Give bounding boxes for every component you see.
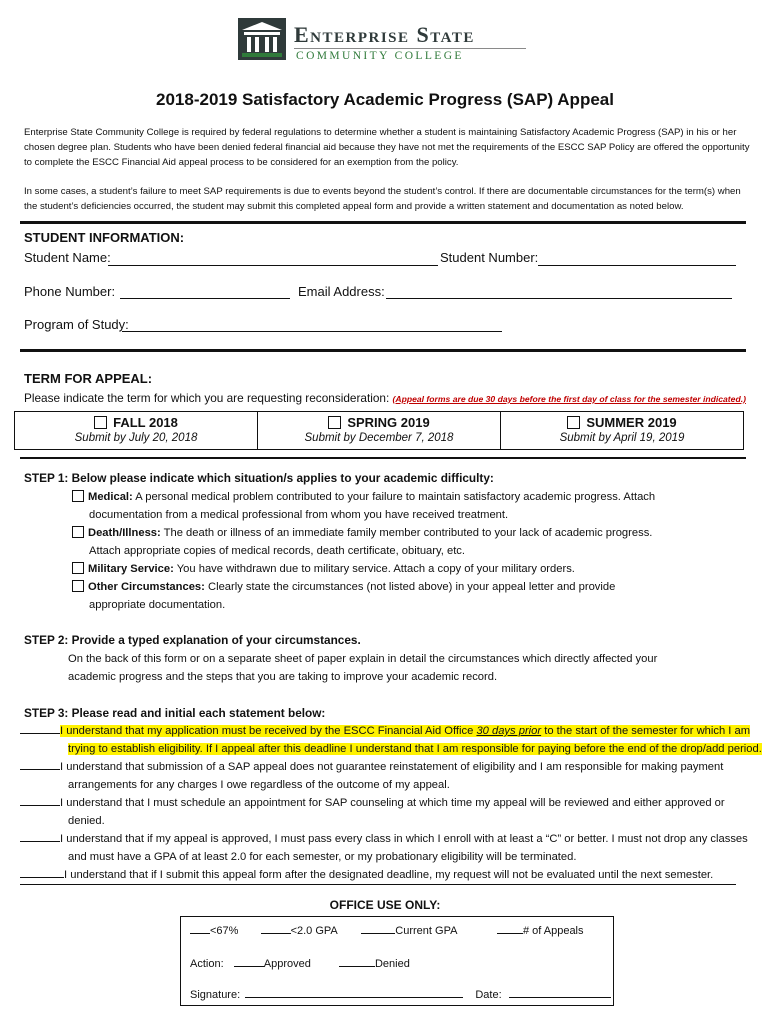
option-label: Military Service: xyxy=(88,563,174,575)
statement-3 xyxy=(20,794,750,830)
option-military xyxy=(72,560,742,578)
statement-text: I understand that if my appeal is approved, I must pass every class in which I enroll with at least a “C” or better. I must not drop any classes xyxy=(60,833,748,845)
option-label: Other Circumstances: xyxy=(88,581,205,593)
step2-text xyxy=(68,650,748,686)
step1-heading: STEP 1: Below please indicate which situation/s applies to your academic difficulty: xyxy=(24,471,494,485)
term-option-deadline: Submit by July 20, 2018 xyxy=(74,432,198,444)
initial-blank[interactable] xyxy=(20,795,60,806)
denied-blank[interactable] xyxy=(339,957,375,967)
college-name: Enterprise State xyxy=(294,22,475,47)
office-use-box xyxy=(180,916,614,1006)
option-text: You have withdrawn due to military service. Attach a copy of your military orders. xyxy=(176,563,575,575)
term-instruction xyxy=(24,391,746,405)
program-label: Program of Study: xyxy=(24,317,129,332)
statement-text: to the start of the semester for which I am xyxy=(541,725,751,737)
term-option-label: SUMMER 2019 xyxy=(586,415,677,430)
option-text: The death or illness of an immediate family member contributed to your lack of academic progress. xyxy=(163,527,653,539)
student-name-label: Student Name: xyxy=(24,250,111,265)
gpa-low-blank[interactable] xyxy=(261,924,291,934)
date-field[interactable] xyxy=(509,988,611,998)
option-text: Clearly state the circumstances (not listed above) in your appeal letter and provide xyxy=(208,581,616,593)
option-other xyxy=(72,578,742,596)
appeals-blank[interactable] xyxy=(497,924,523,934)
college-subtitle: COMMUNITY COLLEGE xyxy=(296,50,464,62)
phone-field[interactable] xyxy=(120,285,290,299)
student-name-field[interactable] xyxy=(108,252,438,266)
step1-options xyxy=(72,488,742,614)
term-option-label: FALL 2018 xyxy=(113,415,178,430)
program-field[interactable] xyxy=(122,318,502,332)
statement-5 xyxy=(20,866,736,885)
term-heading: TERM FOR APPEAL: xyxy=(24,371,153,386)
initial-blank[interactable] xyxy=(20,759,60,770)
page-title: 2018-2019 Satisfactory Academic Progress (SAP) Appeal xyxy=(156,90,614,109)
term-option-label: SPRING 2019 xyxy=(347,415,430,430)
office-action: Action: xyxy=(190,958,224,970)
spring-checkbox[interactable] xyxy=(328,416,341,429)
term-option-deadline: Submit by December 7, 2018 xyxy=(304,432,454,444)
office-pct: <67% xyxy=(210,925,239,937)
gpa-current-blank[interactable] xyxy=(361,924,395,934)
fall-checkbox[interactable] xyxy=(94,416,107,429)
option-medical xyxy=(72,488,742,506)
email-label: Email Address: xyxy=(298,284,385,299)
death-illness-checkbox[interactable] xyxy=(72,526,84,538)
student-info-heading: STUDENT INFORMATION: xyxy=(24,230,185,245)
initial-blank[interactable] xyxy=(20,867,64,878)
option-continuation: documentation from a medical professional from whom you have received treatment. xyxy=(89,509,509,521)
statement-text: and must have a GPA of at least 2.0 for each semester, or my probationary eligibility will be terminated. xyxy=(68,851,577,863)
step2-heading: STEP 2: Provide a typed explanation of your circumstances. xyxy=(24,633,361,647)
signature-field[interactable] xyxy=(245,988,463,998)
pct-blank[interactable] xyxy=(190,924,210,934)
statement-text: I understand that submission of a SAP appeal does not guarantee reinstatement of eligibility and I am responsible for making payment xyxy=(60,761,724,773)
section-divider xyxy=(20,457,746,459)
step2-line: academic progress and the steps that you are taking to improve your academic record. xyxy=(68,671,498,683)
option-death-illness xyxy=(72,524,742,542)
statement-text: I understand that I must schedule an appointment for SAP counseling at which time my appeal will be reviewed and either approved or xyxy=(60,797,725,809)
office-gpa-current: Current GPA xyxy=(395,925,457,937)
initial-blank[interactable] xyxy=(20,723,60,734)
statement-text: denied. xyxy=(68,815,105,827)
email-field[interactable] xyxy=(386,285,732,299)
phone-label: Phone Number: xyxy=(24,284,116,299)
medical-checkbox[interactable] xyxy=(72,490,84,502)
option-continuation: Attach appropriate copies of medical records, death certificate, obituary, etc. xyxy=(89,545,466,557)
statement-text: trying to establish eligibility. If I appeal after this deadline I understand that I am responsible for paying before the end of the drop/add period. xyxy=(68,743,762,755)
term-option-summer[interactable] xyxy=(501,412,743,449)
option-label: Medical: xyxy=(88,491,133,503)
other-checkbox[interactable] xyxy=(72,580,84,592)
option-text: A personal medical problem contributed to your failure to maintain satisfactory academic progress. Attach xyxy=(135,491,656,503)
statement-text: arrangements for any charges I owe regardless of the outcome of my appeal. xyxy=(68,779,450,791)
term-option-spring[interactable] xyxy=(258,412,501,449)
office-approved: Approved xyxy=(263,958,311,970)
student-number-field[interactable] xyxy=(538,252,736,266)
office-gpa-low: <2.0 GPA xyxy=(290,925,338,937)
office-use-heading: OFFICE USE ONLY: xyxy=(329,898,441,912)
initial-blank[interactable] xyxy=(20,831,60,842)
step3-heading: STEP 3: Please read and initial each statement below: xyxy=(24,706,326,720)
term-option-deadline: Submit by April 19, 2019 xyxy=(559,432,685,444)
option-continuation: appropriate documentation. xyxy=(89,599,226,611)
statement-text: I understand that if I submit this appeal form after the designated deadline, my request will not be evaluated until the next semester. xyxy=(64,869,714,881)
option-label: Death/Illness: xyxy=(88,527,161,539)
statement-1 xyxy=(20,722,762,758)
approved-blank[interactable] xyxy=(234,957,264,967)
office-date: Date: xyxy=(475,989,502,1001)
office-appeals: # of Appeals xyxy=(522,925,584,937)
term-option-fall[interactable] xyxy=(15,412,258,449)
statement-text: I understand that my application must be received by the ESCC Financial Aid Office xyxy=(60,725,477,737)
term-deadline-note: (Appeal forms are due 30 days before the first day of class for the semester indicated.) xyxy=(392,394,746,404)
section-divider xyxy=(20,349,746,352)
statement-emphasis: 30 days prior xyxy=(476,725,542,737)
term-options-table xyxy=(14,411,744,450)
college-logo-icon xyxy=(238,18,286,60)
term-instruction-text: Please indicate the term for which you are requesting reconsideration: xyxy=(24,391,390,405)
statement-4 xyxy=(20,830,750,866)
step2-line: On the back of this form or on a separate sheet of paper explain in detail the circumstances which directly affected your xyxy=(68,653,658,665)
section-divider xyxy=(20,221,746,224)
intro-paragraph-1: Enterprise State Community College is required by federal regulations to determine whether a student is maintaining Satisfactory Academic Progress (SAP) in his or her chosen degree plan. Students who have been denied federal financial aid because they have not met the requirements of the ESCC SAP Policy are offered the opportunity to complete the ESCC Financial Aid appeal process to be considered for an exemption from the policy. xyxy=(24,127,750,168)
intro-paragraph-2: In some cases, a student’s failure to meet SAP requirements is due to events beyond the student’s control. If there are documentable circumstances for the term(s) when the student’s deficiencies occurred, the student may submit this completed appeal form and provide a written statement and documentation as noted below. xyxy=(24,186,741,212)
office-signature: Signature: xyxy=(190,989,241,1001)
office-denied: Denied xyxy=(374,958,410,970)
statement-2 xyxy=(20,758,750,794)
military-checkbox[interactable] xyxy=(72,562,84,574)
student-number-label: Student Number: xyxy=(440,250,539,265)
summer-checkbox[interactable] xyxy=(567,416,580,429)
logo-divider xyxy=(294,48,526,49)
